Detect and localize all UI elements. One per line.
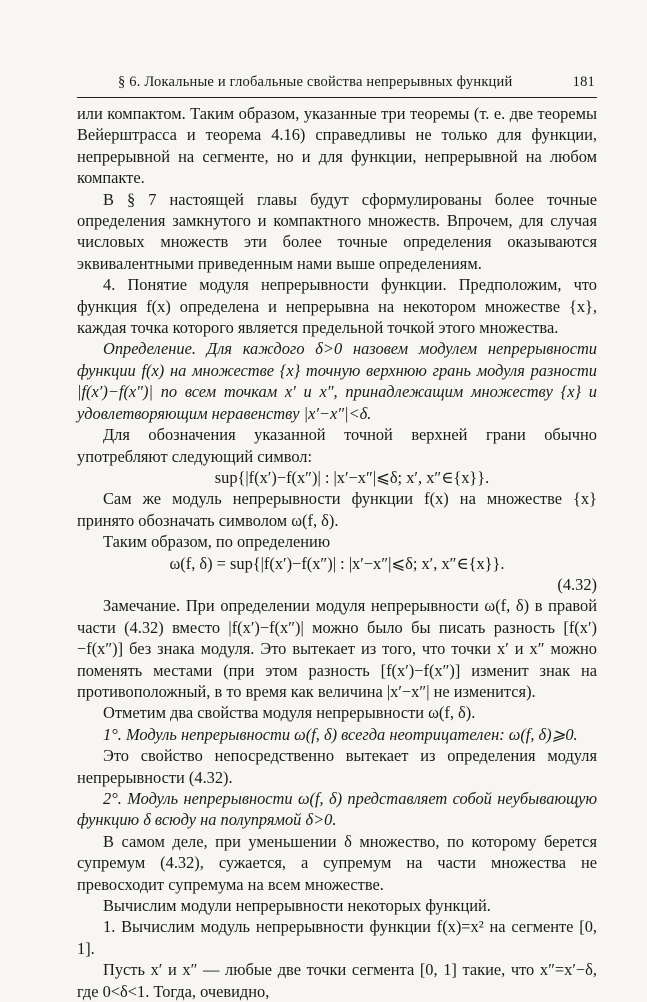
page-number: 181 <box>572 74 595 90</box>
property-1: 1°. Модуль непрерывности ω(f, δ) всегда неотрицателен: ω(f, δ)⩾0. <box>103 724 578 744</box>
paragraph: Таким образом, по определению <box>103 532 331 552</box>
paragraph: В самом деле, при уменьшении δ множество, по которому берется супремум (4.32), сужается, а супремум на части множества не превосходит супремума на всем множестве. <box>77 831 597 894</box>
header-title: § 6. Локальные и глобальные свойства непрерывных функций <box>118 74 513 90</box>
remark-paragraph: Замечание. При определении модуля непрерывности ω(f, δ) в правой части (4.32) вместо |f(x′)−f(x″)| можно было бы писать разность [f(x′)−f(x″)] без знака модуля. Это вытекает из того, что точки x′ и x″ можно поменять местами (при этом разность [f(x′)−f(x″)] изменит знак на противоположный, в то время как величина |x′−x″| не изменится). <box>77 596 597 701</box>
paragraph: 1. Вычислим модуль непрерывности функции f(x)=x² на сегменте [0, 1]. <box>77 917 597 958</box>
paragraph: или компактом. Таким образом, указанные три теоремы (т. е. две теоремы Вейерштрасса и теорема 4.16) справедливы не только для функции, непрерывной на сегменте, но и для функции, непрерывной на любом компакте. <box>77 104 597 188</box>
formula-4-32: ω(f, δ) = sup{|f(x′)−f(x″)| : |x′−x″|⩽δ; x′, x″∈{x}}. <box>169 553 505 573</box>
paragraph: Сам же модуль непрерывности функции f(x) на множестве {x} принято обозначать символом ω(f, δ). <box>77 489 597 530</box>
paragraph: В § 7 настоящей главы будут сформулированы более точные определения замкнутого и компактного множеств. Впрочем, для случая числовых множеств эти более точные определения оказываются эквивалентными приведенным нами выше определениям. <box>77 189 597 273</box>
header-rule <box>77 97 597 98</box>
paragraph: Вычислим модули непрерывности некоторых функций. <box>103 896 491 916</box>
definition-paragraph: Определение. Для каждого δ>0 назовем модулем непрерывности функции f(x) на множестве {x} точную верхнюю грань модуля разности |f(x′)−f(x″)| по всем точкам x′ и x″, принадлежащим множеству {x} и удовлетворяющим неравенству |x′−x″|<δ. <box>77 339 597 423</box>
property-2: 2°. Модуль непрерывности ω(f, δ) представляет собой неубывающую функцию δ всюду на полупрямой δ>0. <box>77 789 597 830</box>
section-heading-paragraph: 4. Понятие модуля непрерывности функции. Предположим, что функция f(x) определена и непрерывна на некотором множестве {x}, каждая точка которого является предельной точкой этого множества. <box>77 275 597 338</box>
equation-number: (4.32) <box>557 574 597 594</box>
page-body <box>77 103 597 1002</box>
running-header <box>118 74 595 91</box>
paragraph: Отметим два свойства модуля непрерывности ω(f, δ). <box>103 703 476 723</box>
paragraph: Пусть x′ и x″ — любые две точки сегмента [0, 1] такие, что x″=x′−δ, где 0<δ<1. Тогда, очевидно, <box>77 960 597 1001</box>
paragraph: Это свойство непосредственно вытекает из определения модуля непрерывности (4.32). <box>77 746 597 787</box>
paragraph: Для обозначения указанной точной верхней грани обычно употребляют следующий символ: <box>77 425 597 466</box>
formula: sup{|f(x′)−f(x″)| : |x′−x″|⩽δ; x′, x″∈{x}}. <box>214 467 490 487</box>
